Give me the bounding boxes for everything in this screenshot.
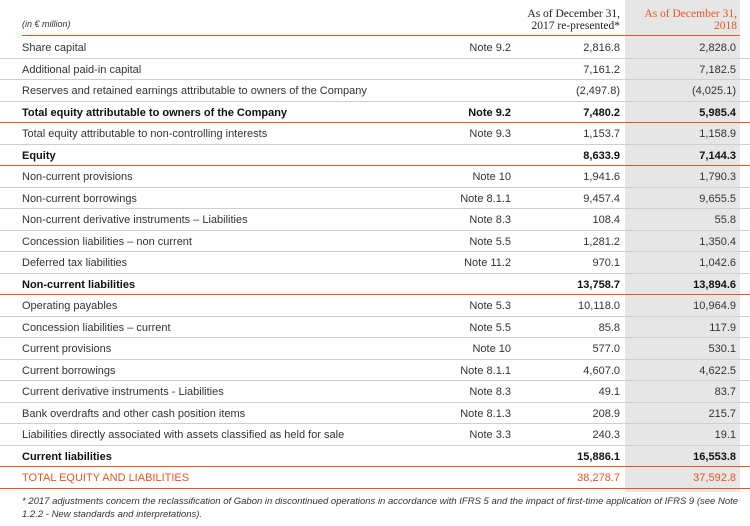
table-row bbox=[0, 123, 750, 145]
column-header-2017-line2: 2017 re-presented* bbox=[531, 20, 620, 32]
row-label: Current derivative instruments - Liabilities bbox=[22, 386, 224, 399]
row-value-2018: 13,894.6 bbox=[693, 278, 736, 291]
unit-label: (in € million) bbox=[22, 19, 71, 29]
table-row bbox=[0, 467, 750, 489]
table-row bbox=[0, 252, 750, 274]
row-label: Current borrowings bbox=[22, 364, 116, 377]
row-value-2018: 37,592.8 bbox=[693, 472, 736, 485]
row-value-2018: 1,158.9 bbox=[699, 128, 736, 141]
row-label: Total equity attributable to owners of the Company bbox=[22, 106, 288, 119]
table-row bbox=[0, 166, 750, 188]
row-value-2017: 7,480.2 bbox=[583, 106, 620, 119]
row-value-2018: 9,655.5 bbox=[699, 192, 736, 205]
row-label: Operating payables bbox=[22, 300, 118, 313]
table-row bbox=[0, 59, 750, 81]
row-value-2018: 1,042.6 bbox=[699, 257, 736, 270]
row-value-2017: 970.1 bbox=[592, 257, 620, 270]
row-value-2018: 16,553.8 bbox=[693, 450, 736, 463]
row-value-2017: (2,497.8) bbox=[575, 85, 620, 98]
row-value-2017: 13,758.7 bbox=[577, 278, 620, 291]
row-note: Note 8.3 bbox=[469, 214, 511, 227]
column-header-2017-line1: As of December 31, bbox=[527, 8, 620, 20]
table-row bbox=[0, 209, 750, 231]
column-header-2018-line2: 2018 bbox=[714, 20, 737, 32]
row-value-2017: 240.3 bbox=[592, 429, 620, 442]
row-value-2018: 5,985.4 bbox=[699, 106, 736, 119]
row-label: TOTAL EQUITY AND LIABILITIES bbox=[22, 472, 190, 485]
row-value-2017: 15,886.1 bbox=[577, 450, 620, 463]
row-value-2017: 8,633.9 bbox=[583, 149, 620, 162]
table-row bbox=[0, 188, 750, 210]
table-row bbox=[0, 145, 750, 167]
row-note: Note 5.3 bbox=[469, 300, 511, 313]
row-value-2017: 85.8 bbox=[598, 321, 620, 334]
row-note: Note 8.1.1 bbox=[460, 192, 511, 205]
row-value-2018: 117.9 bbox=[709, 321, 736, 334]
row-value-2018: 215.7 bbox=[708, 407, 736, 420]
row-label: Reserves and retained earnings attributable to owners of the Company bbox=[22, 85, 367, 98]
header-divider bbox=[22, 35, 740, 36]
row-value-2018: 55.8 bbox=[714, 214, 736, 227]
column-header-2017 bbox=[500, 8, 620, 32]
row-value-2018: 2,828.0 bbox=[699, 42, 736, 54]
row-note: Note 9.2 bbox=[468, 106, 511, 119]
table-row bbox=[0, 381, 750, 403]
table-header bbox=[0, 0, 750, 34]
row-value-2017: 49.1 bbox=[598, 386, 620, 399]
row-value-2018: 530.1 bbox=[708, 343, 736, 356]
row-label: Non-current borrowings bbox=[22, 192, 137, 205]
table-row bbox=[0, 446, 750, 468]
table-row bbox=[0, 295, 750, 317]
row-note: Note 10 bbox=[472, 171, 511, 184]
table-row bbox=[0, 338, 750, 360]
row-label: Non-current liabilities bbox=[22, 278, 136, 291]
row-label: Concession liabilities – non current bbox=[22, 235, 192, 248]
row-note: Note 9.2 bbox=[469, 42, 511, 54]
row-label: Liabilities directly associated with assets classified as held for sale bbox=[22, 429, 345, 442]
row-label: Bank overdrafts and other cash position items bbox=[22, 407, 246, 420]
table-row bbox=[0, 360, 750, 382]
column-header-2018 bbox=[622, 8, 737, 32]
row-value-2017: 10,118.0 bbox=[577, 300, 620, 313]
row-value-2017: 108.4 bbox=[592, 214, 620, 227]
row-note: Note 8.1.3 bbox=[460, 407, 511, 420]
row-label: Current liabilities bbox=[22, 450, 112, 463]
table-row bbox=[0, 80, 750, 102]
table-body bbox=[0, 37, 750, 489]
column-header-2018-line1: As of December 31, bbox=[644, 8, 737, 20]
footnote: * 2017 adjustments concern the reclassification of Gabon in discontinued operations in accordance with IFRS 5 and the impact of first-time application of IFRS 9 (see Note 1.2.2 - New standards and interpretations). bbox=[22, 496, 739, 520]
row-note: Note 10 bbox=[472, 343, 511, 356]
row-value-2017: 208.9 bbox=[592, 407, 620, 420]
table-row bbox=[0, 102, 750, 124]
row-value-2017: 577.0 bbox=[592, 343, 620, 356]
row-value-2018: 1,790.3 bbox=[699, 171, 736, 184]
row-value-2017: 9,457.4 bbox=[583, 192, 620, 205]
row-value-2017: 7,161.2 bbox=[583, 63, 620, 76]
row-label: Non-current derivative instruments – Liabilities bbox=[22, 214, 248, 227]
row-note: Note 8.3 bbox=[469, 386, 511, 399]
row-value-2017: 1,153.7 bbox=[583, 128, 620, 141]
row-label: Concession liabilities – current bbox=[22, 321, 171, 334]
row-value-2017: 1,941.6 bbox=[583, 171, 620, 184]
row-value-2017: 38,278.7 bbox=[577, 472, 620, 485]
row-note: Note 3.3 bbox=[469, 429, 511, 442]
row-note: Note 8.1.1 bbox=[460, 364, 511, 377]
row-value-2018: 1,350.4 bbox=[699, 235, 736, 248]
row-value-2018: 4,622.5 bbox=[699, 364, 736, 377]
table-row bbox=[0, 37, 750, 59]
row-label: Share capital bbox=[22, 42, 87, 54]
row-value-2018: 7,182.5 bbox=[699, 63, 736, 76]
table-row bbox=[0, 424, 750, 446]
row-label: Equity bbox=[22, 149, 56, 162]
row-label: Current provisions bbox=[22, 343, 112, 356]
row-label: Non-current provisions bbox=[22, 171, 133, 184]
row-value-2018: 19.1 bbox=[714, 429, 736, 442]
row-label: Deferred tax liabilities bbox=[22, 257, 128, 270]
table-row bbox=[0, 231, 750, 253]
row-note: Note 11.2 bbox=[464, 257, 511, 270]
row-label: Total equity attributable to non-controlling interests bbox=[22, 128, 268, 141]
row-value-2017: 2,816.8 bbox=[583, 42, 620, 54]
table-row bbox=[0, 317, 750, 339]
row-value-2018: 10,964.9 bbox=[693, 300, 736, 313]
row-value-2018: 83.7 bbox=[714, 386, 736, 399]
row-note: Note 9.3 bbox=[469, 128, 511, 141]
row-note: Note 5.5 bbox=[469, 321, 511, 334]
row-value-2018: 7,144.3 bbox=[699, 149, 736, 162]
row-note: Note 5.5 bbox=[469, 235, 511, 248]
row-value-2017: 4,607.0 bbox=[583, 364, 620, 377]
row-label: Additional paid-in capital bbox=[22, 63, 142, 76]
table-row bbox=[0, 274, 750, 296]
row-value-2017: 1,281.2 bbox=[583, 235, 620, 248]
row-value-2018: (4,025.1) bbox=[691, 85, 736, 98]
table-row bbox=[0, 403, 750, 425]
